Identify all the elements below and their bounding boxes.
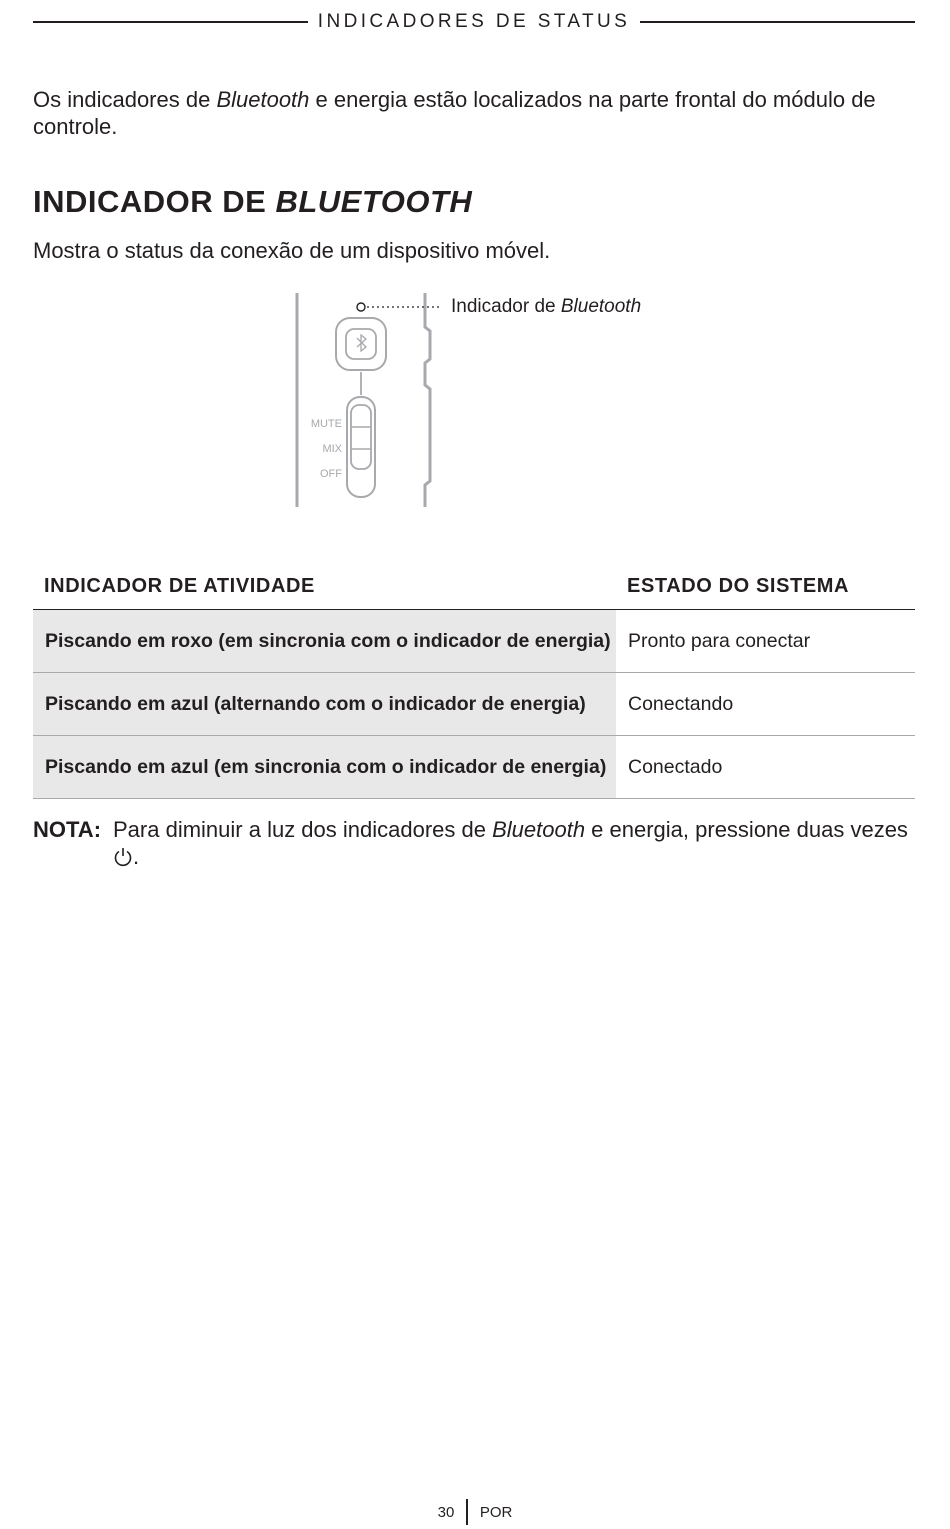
section-heading-italic: BLUETOOTH — [275, 184, 473, 219]
footer-separator — [466, 1499, 468, 1525]
table-row — [33, 673, 915, 736]
activity-cell: Piscando em roxo (em sincronia com o indicador de energia) — [33, 610, 616, 673]
note-label: NOTA: — [33, 817, 102, 842]
state-cell: Conectado — [616, 736, 915, 799]
slide-switch-inner — [351, 405, 371, 469]
switch-label-mix: MIX — [322, 443, 342, 455]
note-text-2: e energia, pressione duas vezes — [585, 817, 908, 842]
language-code: POR — [479, 1503, 513, 1521]
section-heading-text: INDICADOR DE — [33, 184, 276, 219]
intro-paragraph — [33, 86, 913, 140]
section-heading — [33, 184, 472, 220]
bluetooth-indicator-callout — [451, 296, 641, 318]
power-icon — [113, 846, 133, 867]
activity-cell: Piscando em azul (em sincronia com o indicador de energia) — [33, 736, 616, 799]
intro-text-2: e energia estão localizados na parte frontal do módulo de controle. — [33, 87, 876, 139]
page-number: 30 — [437, 1503, 455, 1521]
note-block — [33, 816, 913, 870]
state-cell: Conectando — [616, 673, 915, 736]
module-right-edge — [425, 293, 430, 507]
note-end: . — [133, 844, 140, 869]
intro-text-1: Os indicadores de — [33, 87, 217, 112]
table-header-row — [33, 572, 915, 610]
column-header-activity: INDICADOR DE ATIVIDADE — [33, 572, 616, 610]
switch-label-mute: MUTE — [310, 418, 342, 430]
note-text — [113, 816, 913, 870]
table-row — [33, 610, 915, 673]
page-header — [33, 8, 915, 36]
control-module-illustration — [280, 285, 700, 515]
note-italic: Bluetooth — [492, 817, 586, 842]
note-text-1: Para diminuir a luz dos indicadores de — [113, 817, 493, 842]
table-row — [33, 736, 915, 799]
switch-label-off: OFF — [320, 468, 342, 480]
callout-text: Indicador de — [451, 296, 561, 317]
header-rule-left — [33, 21, 308, 23]
bluetooth-led — [357, 303, 365, 311]
page-footer — [0, 1499, 950, 1525]
header-rule-right — [640, 21, 915, 23]
section-description: Mostra o status da conexão de um dispositivo móvel. — [33, 238, 551, 263]
page-header-title: INDICADORES DE STATUS — [317, 11, 631, 32]
intro-bluetooth-italic: Bluetooth — [216, 87, 310, 112]
state-cell: Pronto para conectar — [616, 610, 915, 673]
callout-italic: Bluetooth — [560, 296, 642, 317]
indicator-status-table — [33, 572, 915, 799]
bluetooth-icon — [357, 335, 366, 351]
column-header-state: ESTADO DO SISTEMA — [616, 572, 915, 610]
activity-cell: Piscando em azul (alternando com o indicador de energia) — [33, 673, 616, 736]
